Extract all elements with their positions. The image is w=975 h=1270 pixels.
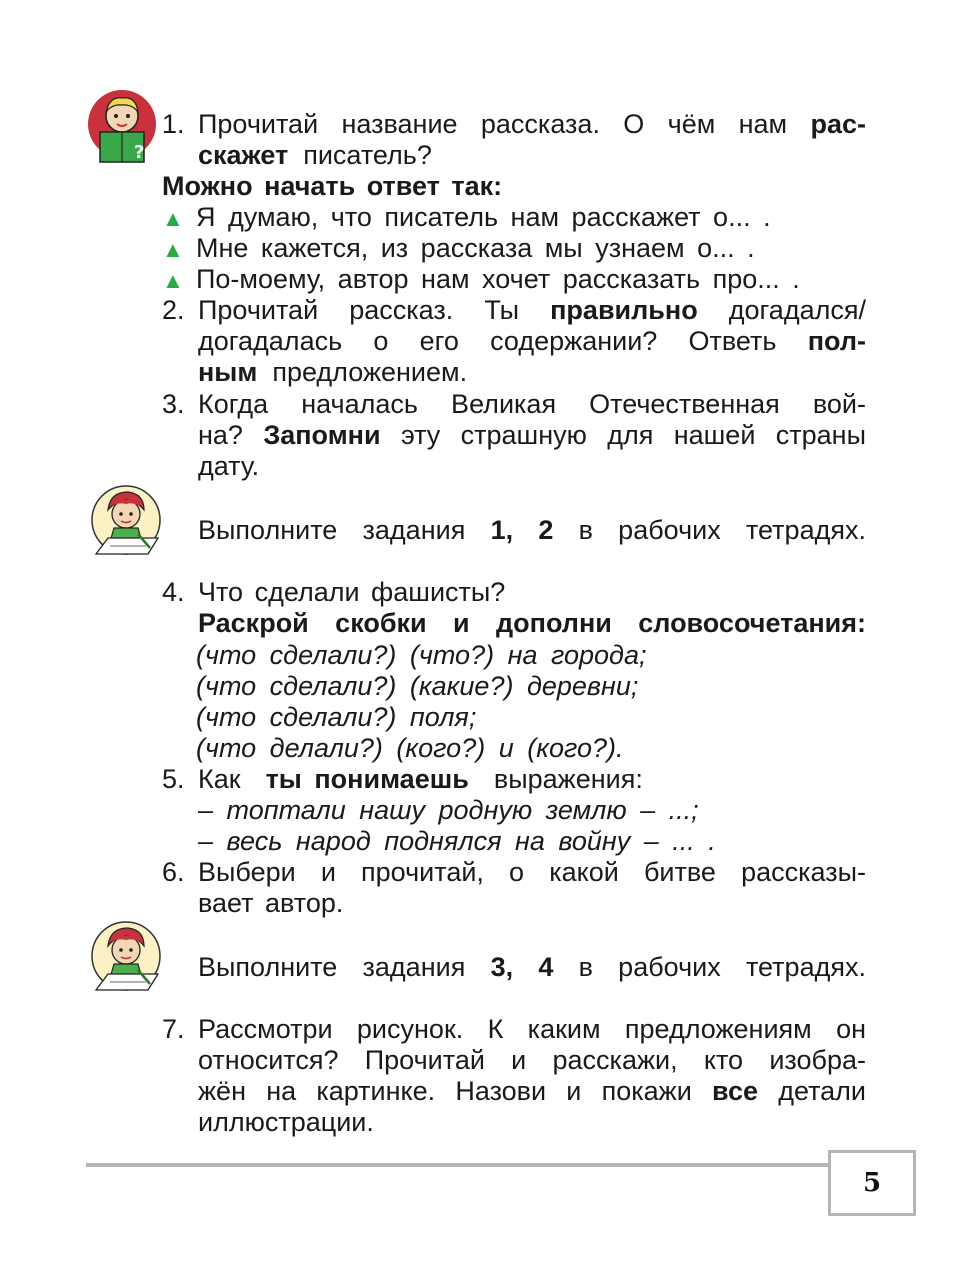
task4-item: (что сделали?) (что?) на города; — [196, 640, 647, 670]
task5-item: – топтали нашу родную землю – ...; — [198, 795, 699, 825]
boy-writing-icon — [88, 484, 164, 560]
task3-line2: на? Запомни эту страшную для нашей страны — [198, 420, 866, 450]
answer-option: ▲ По-моему, автор нам хочет рассказать про... . — [162, 264, 800, 294]
bullet-triangle-icon: ▲ — [162, 237, 184, 262]
answer-hint: Можно начать ответ так: — [162, 171, 503, 201]
task1-line1: Прочитай название рассказа. О чём нам рас- — [198, 109, 866, 139]
task2-line2: догадалась о его содержании? Ответь пол- — [198, 326, 866, 356]
task6-line1: Выбери и прочитай, о какой битве рассказы- — [198, 857, 866, 887]
task2-line3: ным предложением. — [198, 357, 468, 387]
task6-number: 6. — [162, 857, 185, 887]
task7-line3: жён на картинке. Назови и покажи все детали — [198, 1076, 866, 1106]
svg-text:?: ? — [134, 142, 145, 163]
task4-item: (что делали?) (кого?) и (кого?). — [196, 733, 624, 763]
task4-number: 4. — [162, 577, 185, 607]
task7-line2: относится? Прочитай и расскажи, кто изобра- — [198, 1045, 866, 1075]
task4-item: (что сделали?) поля; — [196, 702, 477, 732]
task3-number: 3. — [162, 389, 185, 419]
task3-line3: дату. — [198, 451, 260, 481]
task4-item: (что сделали?) (какие?) деревни; — [196, 671, 639, 701]
bullet-triangle-icon: ▲ — [162, 268, 184, 293]
bullet-triangle-icon: ▲ — [162, 206, 184, 231]
workbook-instruction-2: Выполните задания 3, 4 в рабочих тетрадях. — [198, 952, 866, 982]
workbook-instruction-1: Выполните задания 1, 2 в рабочих тетрадях. — [198, 515, 866, 545]
task2-number: 2. — [162, 295, 185, 325]
footer-rule — [86, 1163, 828, 1167]
task7-line1: Рассмотри рисунок. К каким предложениям он — [198, 1014, 866, 1044]
task5-line1: Как ты понимаешь выражения: — [198, 764, 643, 794]
answer-option: ▲ Я думаю, что писатель нам расскажет о... . — [162, 202, 771, 232]
answer-option: ▲ Мне кажется, из рассказа мы узнаем о... . — [162, 233, 755, 263]
task2-line1: Прочитай рассказ. Ты правильно догадался/ — [198, 295, 866, 325]
task3-line1: Когда началась Великая Отечественная вой- — [198, 389, 866, 419]
task5-number: 5. — [162, 764, 185, 794]
task1-number: 1. — [162, 109, 185, 139]
task4-question: Что сделали фашисты? — [198, 577, 506, 607]
task7-number: 7. — [162, 1014, 185, 1044]
task1-line2: скажет писатель? — [198, 140, 432, 170]
page-number: 5 — [828, 1150, 916, 1216]
task7-line4: иллюстрации. — [198, 1107, 374, 1137]
boy-writing-icon — [88, 920, 164, 996]
task4-instruction: Раскрой скобки и дополни словосочетания: — [198, 608, 866, 638]
reading-girl-icon — [86, 88, 162, 164]
task5-item: – весь народ поднялся на войну – ... . — [198, 826, 716, 856]
task6-line2: вает автор. — [198, 888, 344, 918]
